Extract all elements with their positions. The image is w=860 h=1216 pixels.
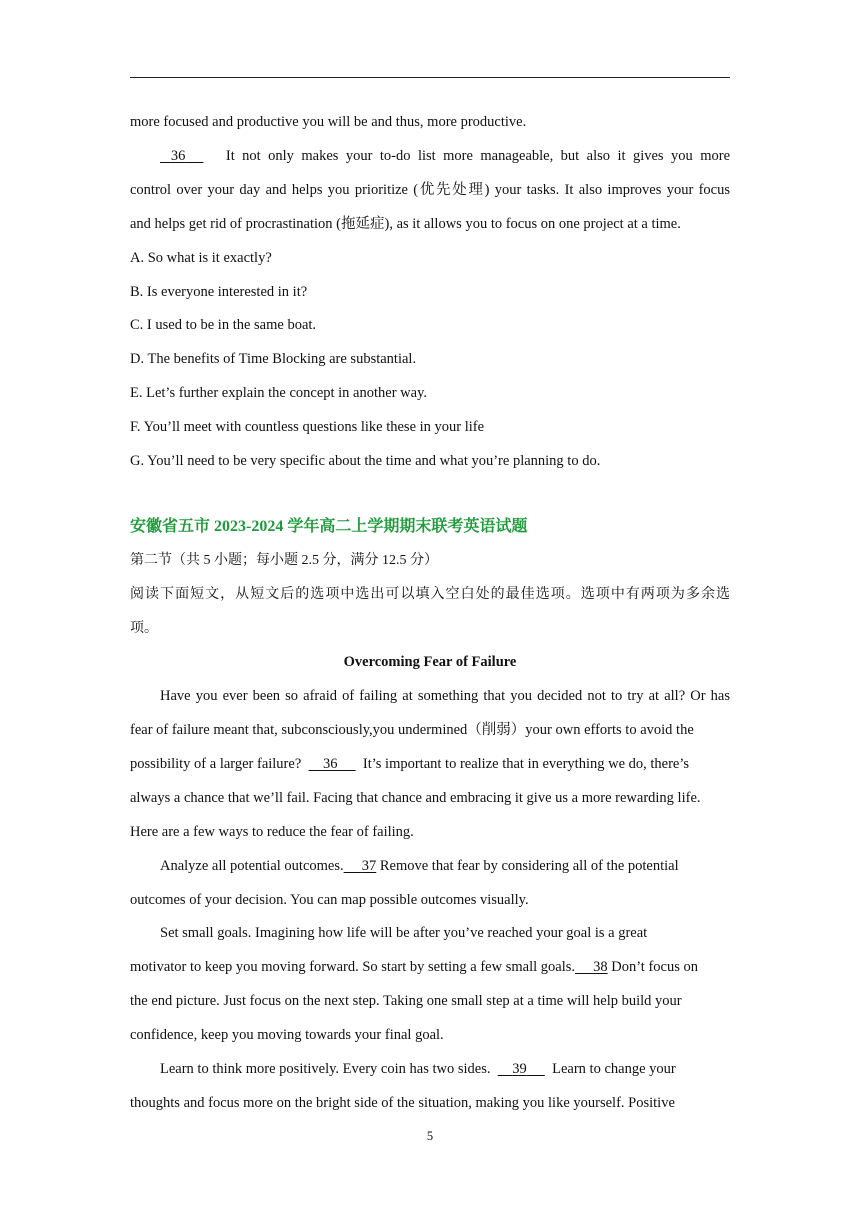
- section-subheading: 第二节（共 5 小题；每小题 2.5 分，满分 12.5 分）: [130, 553, 438, 568]
- p2-line-2: outcomes of your decision. You can map possible outcomes visually.: [130, 892, 529, 908]
- p3-line-3: the end picture. Just focus on the next step. Taking one small step at a time will help build your: [130, 993, 682, 1009]
- option-c: C. I used to be in the same boat.: [130, 317, 317, 333]
- paragraph-36-line-2: control over your day and helps you prioritize (优先处理) your tasks. It also improves your focus: [130, 182, 730, 198]
- option-f: F. You’ll meet with countless questions like these in your life: [130, 419, 485, 435]
- text-line: more focused and productive you will be and thus, more productive.: [130, 114, 527, 130]
- answer-blank-39: 39: [512, 1061, 527, 1077]
- option-d: D. The benefits of Time Blocking are substantial.: [130, 351, 417, 367]
- option-a: A. So what is it exactly?: [130, 250, 272, 266]
- passage-title: Overcoming Fear of Failure: [343, 654, 517, 670]
- instruction-line-1: 阅读下面短文，从短文后的选项中选出可以填入空白处的最佳选项。选项中有两项为多余选: [130, 587, 730, 602]
- p1-line-2: fear of failure meant that, subconsciously,you undermined（削弱）your own efforts to avoid the: [130, 722, 694, 738]
- p1-line-3: possibility of a larger failure? 36 It’s important to realize that in everything we do, there’s: [130, 756, 690, 772]
- page-number: 5: [426, 1129, 434, 1143]
- p3-line-4: confidence, keep you moving towards your final goal.: [130, 1027, 444, 1043]
- p1-line-5: Here are a few ways to reduce the fear of failing.: [130, 824, 414, 840]
- paragraph-36-line-1: 36 It not only makes your to-do list more manageable, but also it gives you more: [160, 146, 730, 166]
- answer-blank-36: 36: [170, 148, 186, 164]
- p3-line-1: Set small goals. Imagining how life will be after you’ve reached your goal is a great: [160, 925, 648, 941]
- answer-blank-38: 38: [593, 959, 608, 975]
- instruction-line-2: 项。: [130, 621, 158, 636]
- answer-blank-36: 36: [323, 756, 338, 772]
- answer-blank-37: 37: [361, 858, 377, 874]
- option-g: G. You’ll need to be very specific about the time and what you’re planning to do.: [130, 453, 601, 469]
- section-heading: 安徽省五市 2023-2024 学年高二上学期期末联考英语试题: [130, 518, 528, 535]
- p3-line-2: motivator to keep you moving forward. So start by setting a few small goals. 38 Don’t focus on: [130, 959, 698, 975]
- p1-line-1: Have you ever been so afraid of failing at something that you decided not to try at all? Or has: [160, 688, 730, 704]
- p4-line-2: thoughts and focus more on the bright side of the situation, making you like yourself. Positive: [130, 1095, 675, 1111]
- p2-line-1: Analyze all potential outcomes. 37 Remove that fear by considering all of the potential: [160, 858, 679, 874]
- p1-line-4: always a chance that we’ll fail. Facing that chance and embracing it give us a more rewarding life.: [130, 790, 701, 806]
- p4-line-1: Learn to think more positively. Every coin has two sides. 39 Learn to change your: [160, 1061, 676, 1077]
- option-e: E. Let’s further explain the concept in another way.: [130, 385, 428, 401]
- option-b: B. Is everyone interested in it?: [130, 284, 308, 300]
- paragraph-36-line-3: and helps get rid of procrastination (拖延症), as it allows you to focus on one project at a time.: [130, 216, 681, 232]
- header-rule: [130, 77, 730, 78]
